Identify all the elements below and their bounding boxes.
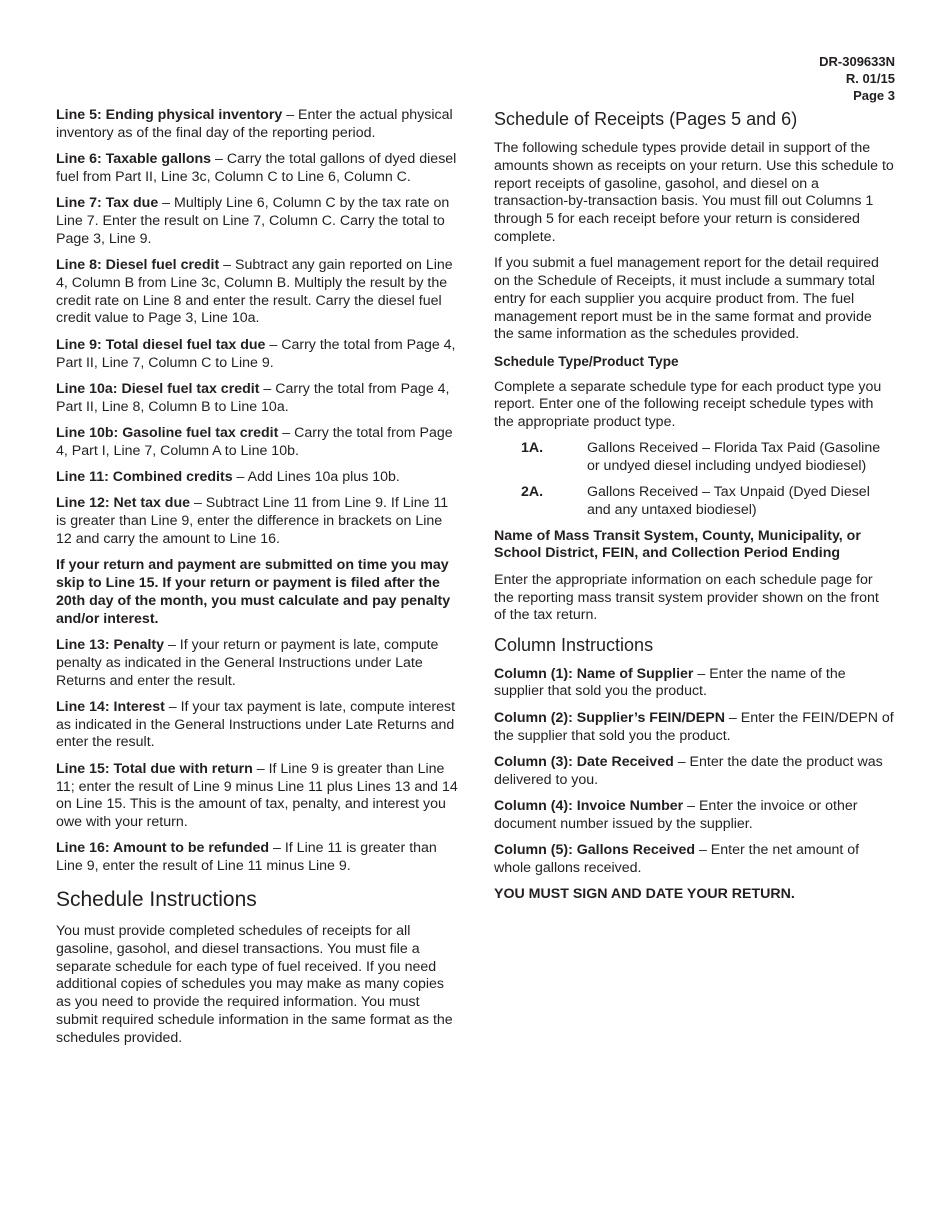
penalty-notice [56, 557, 458, 628]
column-instruction [494, 710, 894, 746]
schedule-type-body: Complete a separate schedule type for each product type you report. Enter one of the following receipt schedule types with the appropriate product type. [494, 378, 882, 431]
receipts-heading: Schedule of Receipts (Pages 5 and 6) [494, 109, 798, 129]
receipts-paragraph-2: If you submit a fuel management report for the detail required on the Schedule of Receipts, it must include a summary total entry for each supplier you acquire product from. The fuel management report must be in the same format and provide the same information as the schedules provided. [494, 255, 879, 343]
column-text: – Enter the FEIN/DEPN of the supplier that sold you the product. [494, 709, 894, 744]
line-label: Line 8: Diesel fuel credit [56, 257, 220, 274]
left-column [56, 107, 458, 1056]
penalty-notice-text: If your return and payment are submitted on time you may skip to Line 15. If your return or payment is filed after the 20th day of the month, you must calculate and pay penalty and/or interest. [56, 557, 451, 627]
line-label: Line 13: Penalty [56, 636, 165, 653]
column-text: – Enter the name of the supplier that sold you the product. [494, 665, 846, 700]
form-number: DR-309633N [819, 54, 895, 69]
line-text: – Carry the total from Page 4, Part II, Line 7, Column C to Line 9. [56, 336, 456, 371]
schedule-code-desc: Gallons Received – Tax Unpaid (Dyed Diesel and any untaxed biodiesel) [587, 484, 870, 518]
line-text: – Carry the total from Page 4, Part II, Line 8, Column B to Line 10a. [56, 380, 450, 415]
schedule-code-row [494, 484, 894, 520]
line-instruction [56, 151, 458, 187]
line-instruction [56, 761, 458, 832]
column-instruction [494, 754, 894, 790]
column-label: Column (1): Name of Supplier [494, 665, 694, 682]
line-instruction [56, 495, 458, 548]
line-text: – If Line 9 is greater than Line 11; enter the result of Line 9 minus Line 11 plus Lines 13 and 14 on Line 15. This is the amount of tax, penalty, and interest you owe with your return. [56, 760, 458, 831]
form-header [819, 53, 895, 104]
line-instruction [56, 699, 458, 752]
line-label: Line 12: Net tax due [56, 495, 191, 512]
line-instruction [56, 425, 458, 461]
schedule-code-desc: Gallons Received – Florida Tax Paid (Gasoline or undyed diesel including undyed biodiesel) [587, 440, 881, 475]
column-label: Column (4): Invoice Number [494, 797, 684, 814]
name-heading [494, 528, 894, 564]
line-label: Line 9: Total diesel fuel tax due [56, 336, 266, 353]
line-label: Line 10a: Diesel fuel tax credit [56, 380, 260, 397]
line-label: Line 5: Ending physical inventory [56, 107, 283, 123]
column-text: – Enter the net amount of whole gallons received. [494, 842, 860, 876]
line-label: Line 6: Taxable gallons [56, 151, 212, 168]
line-text: – Add Lines 10a plus 10b. [232, 469, 400, 486]
name-body: Enter the appropriate information on each schedule page for the reporting mass transit system provider shown on the front of the tax return. [494, 571, 879, 624]
line-label: Line 7: Tax due [56, 195, 159, 212]
column-text: – Enter the invoice or other document number issued by the supplier. [494, 797, 858, 832]
line-text: – If Line 11 is greater than Line 9, enter the result of Line 11 minus Line 9. [56, 840, 437, 875]
line-label: Line 11: Combined credits [56, 469, 233, 486]
receipts-paragraph-1: The following schedule types provide detail in support of the amounts shown as receipts on your return. Use this schedule to report receipts of gasoline, gasohol, and diesel on a transaction-by-transaction basis. You must fill out Columns 1 through 5 for each receipt before your return is considered complete. [494, 140, 894, 245]
line-instruction [56, 337, 458, 373]
line-text: – Subtract Line 11 from Line 9. If Line 11 is greater than Line 9, enter the difference in brackets on Line 12 and carry the amount to Line 16. [56, 495, 449, 547]
line-instruction [56, 381, 458, 417]
column-instruction [494, 666, 894, 702]
right-column [494, 108, 894, 912]
page-number: Page 3 [853, 88, 895, 103]
line-instruction [56, 637, 458, 690]
schedule-instructions-body: You must provide completed schedules of receipts for all gasoline, gasohol, and diesel transactions. You must file a separate schedule for each type of fuel received. If you need additional copies of schedules you may make as many copies as you need to provide the required information. You must submit required schedule information in the same format as the schedules provided. [56, 922, 453, 1046]
column-instruction [494, 798, 894, 834]
schedule-code-row [494, 440, 894, 476]
sign-notice [494, 886, 894, 904]
line-label: Line 15: Total due with return [56, 760, 253, 777]
line-text: – Multiply Line 6, Column C by the tax rate on Line 7. Enter the result on Line 7, Column C. Carry the total to Page 3, Line 9. [56, 195, 450, 247]
column-label: Column (5): Gallons Received [494, 842, 696, 858]
line-text: – Carry the total gallons of dyed diesel fuel from Part II, Line 3c, Column C to Line 6, Column C. [56, 151, 457, 185]
column-instruction [494, 842, 894, 878]
line-label: Line 16: Amount to be refunded [56, 840, 270, 857]
line-instruction [56, 107, 458, 143]
column-label: Column (3): Date Received [494, 753, 674, 770]
line-label: Line 14: Interest [56, 698, 165, 715]
line-instruction [56, 840, 458, 876]
line-text: – Subtract any gain reported on Line 4, Column B from Line 3c, Column B. Multiply the result by the credit rate on Line 8 and enter the result. Carry the diesel fuel credit value to Page 3, Line 10a. [56, 257, 453, 327]
line-instruction [56, 195, 458, 248]
schedule-code: 1A. [521, 440, 544, 457]
sign-notice-text: YOU MUST SIGN AND DATE YOUR RETURN. [494, 886, 795, 903]
schedule-type-heading: Schedule Type/Product Type [494, 353, 679, 369]
line-text: – Carry the total from Page 4, Part I, Line 7, Column A to Line 10b. [56, 424, 453, 459]
column-label: Column (2): Supplier’s FEIN/DEPN [494, 709, 725, 726]
name-heading-text: Name of Mass Transit System, County, Municipality, or School District, FEIN, and Collection Period Ending [494, 527, 861, 562]
line-instruction [56, 257, 458, 328]
form-revision: R. 01/15 [845, 71, 895, 86]
line-text: – If your return or payment is late, compute penalty as indicated in the General Instructions under Late Returns and enter the result. [56, 636, 439, 689]
column-instructions-heading: Column Instructions [494, 634, 654, 655]
line-instruction [56, 469, 458, 487]
line-text: – If your tax payment is late, compute interest as indicated in the General Instructions under Late Returns and enter the result. [56, 698, 456, 751]
line-text: – Enter the actual physical inventory as of the final day of the reporting period. [56, 107, 453, 141]
line-label: Line 10b: Gasoline fuel tax credit [56, 424, 279, 441]
schedule-instructions-heading: Schedule Instructions [56, 887, 257, 911]
column-text: – Enter the date the product was delivered to you. [494, 753, 883, 788]
schedule-code: 2A. [521, 484, 544, 501]
